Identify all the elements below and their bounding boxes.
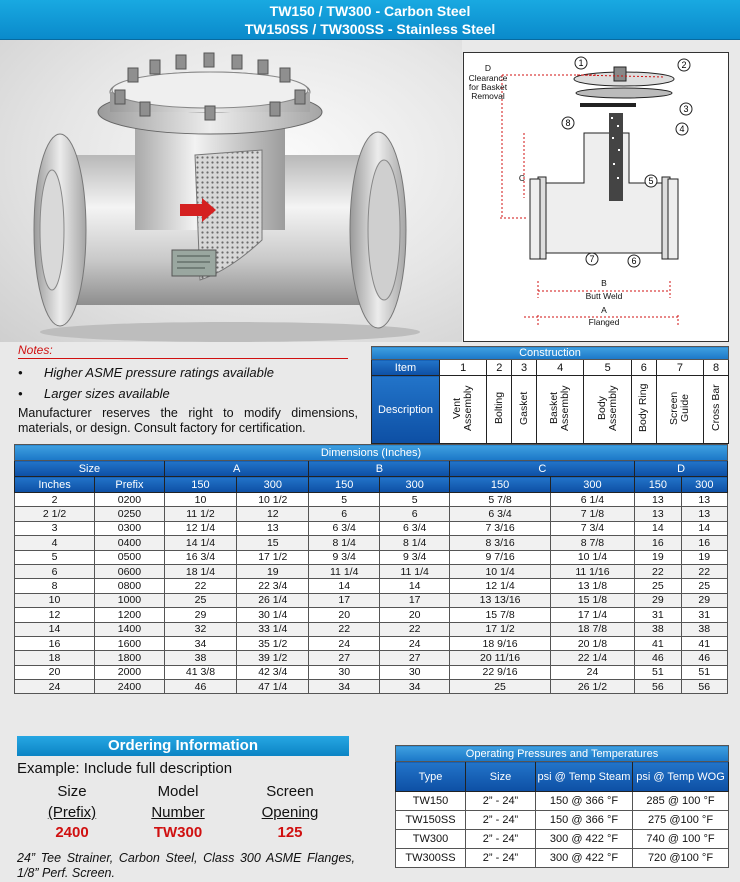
component-name: Body Ring	[637, 383, 650, 433]
table-cell: 740 @ 100 °F	[633, 830, 729, 849]
table-cell: 20	[379, 608, 449, 622]
construction-table	[371, 346, 729, 444]
table-cell: 7 3/16	[450, 521, 550, 535]
col-header: 150	[309, 477, 379, 493]
table-cell: 8	[15, 579, 95, 593]
item-number: 3	[512, 360, 537, 376]
group-header: C	[450, 461, 635, 477]
ordering-example: Example: Include full description	[17, 760, 233, 777]
notes-title: Notes:	[18, 343, 348, 359]
table-cell: 5	[309, 493, 379, 507]
header-title-line1: TW150 / TW300 - Carbon Steel	[269, 3, 471, 19]
dim-d-letter: D	[484, 63, 492, 73]
component-name: Cross Bar	[709, 384, 722, 432]
table-cell: 51	[681, 665, 727, 679]
table-cell: 32	[164, 622, 236, 636]
table-cell: 285 @ 100 °F	[633, 792, 729, 811]
table-cell: 12	[15, 608, 95, 622]
disclaimer-text: Manufacturer reserves the right to modify dimensions, materials, or design. Consult factory for certification.	[18, 406, 358, 435]
table-cell: 20 1/8	[550, 636, 634, 650]
table-cell: 12 1/4	[450, 579, 550, 593]
table-cell: 16	[635, 536, 681, 550]
group-header: A	[164, 461, 309, 477]
svg-text:2: 2	[681, 60, 687, 70]
table-cell: TW150	[396, 792, 466, 811]
table-cell: 150 @ 366 °F	[536, 811, 633, 830]
table-cell: 31	[635, 608, 681, 622]
dim-b-desc: Butt Weld	[585, 291, 623, 301]
header-banner	[0, 0, 740, 40]
table-row	[15, 622, 728, 636]
table-cell: 27	[309, 651, 379, 665]
table-cell: 300 @ 422 °F	[536, 849, 633, 868]
table-cell: 8 1/4	[379, 536, 449, 550]
item-number: 7	[656, 360, 703, 376]
table-cell: 14 1/4	[164, 536, 236, 550]
table-cell: 1600	[95, 636, 165, 650]
table-row	[15, 651, 728, 665]
table-cell: 2	[15, 493, 95, 507]
cross-section-drawing	[464, 53, 730, 343]
table-row	[15, 521, 728, 535]
dimensions-table	[14, 444, 728, 694]
svg-text:7: 7	[589, 254, 595, 264]
column-line2: (Prefix)	[47, 804, 97, 821]
table-cell: 13	[635, 507, 681, 521]
table-cell: 26 1/4	[237, 593, 309, 607]
dim-d-desc1: Clearance	[468, 73, 508, 83]
table-cell: 275 @100 °F	[633, 811, 729, 830]
col-header: 300	[550, 477, 634, 493]
table-cell: 2000	[95, 665, 165, 679]
col-header: 300	[379, 477, 449, 493]
table-row	[396, 792, 729, 811]
table-cell: 16	[681, 536, 727, 550]
table-row	[396, 811, 729, 830]
table-cell: 24	[309, 636, 379, 650]
table-cell: 17 1/2	[237, 550, 309, 564]
table-cell: 1000	[95, 593, 165, 607]
col-header: Prefix	[95, 477, 165, 493]
svg-text:4: 4	[679, 124, 685, 134]
table-cell: 26 1/2	[550, 680, 634, 694]
table-cell: 1800	[95, 651, 165, 665]
table-cell: 8 1/4	[309, 536, 379, 550]
table-cell: 20	[309, 608, 379, 622]
group-header: D	[635, 461, 728, 477]
table-cell: 22	[309, 622, 379, 636]
table-cell: 11 1/4	[379, 564, 449, 578]
table-cell: 1200	[95, 608, 165, 622]
table-cell: 25	[164, 593, 236, 607]
note-item	[18, 386, 358, 401]
col-header: Type	[396, 762, 466, 792]
table-cell: 34	[164, 636, 236, 650]
svg-text:1: 1	[578, 58, 584, 68]
table-cell: 6 3/4	[450, 507, 550, 521]
dim-a-letter: A	[601, 305, 607, 315]
dimensions-title: Dimensions (Inches)	[15, 445, 728, 461]
table-cell: 7 3/4	[550, 521, 634, 535]
table-row	[15, 493, 728, 507]
table-cell: 33 1/4	[237, 622, 309, 636]
table-row	[15, 507, 728, 521]
table-cell: 31	[681, 608, 727, 622]
description-label: Description	[372, 376, 440, 444]
table-cell: 30	[379, 665, 449, 679]
table-cell: 8 3/16	[450, 536, 550, 550]
table-cell: 0500	[95, 550, 165, 564]
component-name: Body Assembly	[595, 385, 619, 431]
column-value: 125	[277, 824, 303, 841]
table-cell: 24	[15, 680, 95, 694]
table-row	[15, 636, 728, 650]
product-photo	[0, 40, 462, 342]
table-cell: 41	[681, 636, 727, 650]
table-cell: 1400	[95, 622, 165, 636]
dim-b-letter: B	[601, 278, 607, 288]
table-cell: 13	[681, 493, 727, 507]
table-cell: 20 11/16	[450, 651, 550, 665]
table-row	[15, 550, 728, 564]
table-cell: 10	[15, 593, 95, 607]
table-cell: 12 1/4	[164, 521, 236, 535]
table-cell: 5 7/8	[450, 493, 550, 507]
column-value: TW300	[153, 824, 203, 841]
table-cell: 29	[635, 593, 681, 607]
table-cell: 15 7/8	[450, 608, 550, 622]
table-cell: 27	[379, 651, 449, 665]
col-header: Size	[466, 762, 536, 792]
nameplate-icon	[172, 250, 216, 276]
component-name: Bolting	[492, 391, 505, 425]
dim-a-desc: Flanged	[588, 317, 620, 327]
dim-c-letter: C	[518, 173, 526, 183]
table-cell: 17 1/4	[550, 608, 634, 622]
table-cell: 15 1/8	[550, 593, 634, 607]
dim-d-desc2: for Basket	[468, 82, 508, 92]
table-cell: 18	[15, 651, 95, 665]
table-cell: 19	[237, 564, 309, 578]
component-name: Basket Assembly	[548, 385, 572, 431]
table-cell: 19	[635, 550, 681, 564]
table-cell: 46	[635, 651, 681, 665]
svg-text:8: 8	[565, 118, 571, 128]
table-cell: 10 1/4	[550, 550, 634, 564]
table-cell: 22	[635, 564, 681, 578]
bullet: •	[18, 365, 23, 380]
table-cell: 35 1/2	[237, 636, 309, 650]
note-text: Larger sizes available	[44, 386, 170, 401]
table-cell: 6 3/4	[309, 521, 379, 535]
table-cell: 47 1/4	[237, 680, 309, 694]
table-row	[15, 564, 728, 578]
note-text: Higher ASME pressure ratings available	[44, 365, 275, 380]
column-line2: Opening	[261, 804, 319, 821]
column-line2: Number	[151, 804, 205, 821]
table-cell: 0400	[95, 536, 165, 550]
table-cell: 34	[309, 680, 379, 694]
table-cell: 39 1/2	[237, 651, 309, 665]
table-cell: 22	[681, 564, 727, 578]
table-cell: 2 1/2	[15, 507, 95, 521]
table-row	[15, 579, 728, 593]
table-row	[396, 830, 729, 849]
table-cell: 30 1/4	[237, 608, 309, 622]
svg-text:5: 5	[648, 176, 654, 186]
col-header: Inches	[15, 477, 95, 493]
table-cell: 0200	[95, 493, 165, 507]
table-cell: 38	[635, 622, 681, 636]
column-line1: Screen	[266, 783, 314, 800]
dim-d-desc3: Removal	[471, 91, 505, 101]
table-cell: 46	[164, 680, 236, 694]
table-cell: 17	[379, 593, 449, 607]
table-cell: 11 1/4	[309, 564, 379, 578]
table-cell: 41 3/8	[164, 665, 236, 679]
table-cell: 13	[237, 521, 309, 535]
svg-text:6: 6	[631, 256, 637, 266]
table-cell: 10 1/4	[450, 564, 550, 578]
table-cell: 14	[15, 622, 95, 636]
table-cell: 6	[379, 507, 449, 521]
table-cell: 42 3/4	[237, 665, 309, 679]
table-row	[15, 680, 728, 694]
table-cell: 3	[15, 521, 95, 535]
col-header: 150	[635, 477, 681, 493]
table-cell: 9 3/4	[309, 550, 379, 564]
table-cell: 22	[379, 622, 449, 636]
col-header: 300	[237, 477, 309, 493]
table-cell: 12	[237, 507, 309, 521]
table-cell: 2” - 24”	[466, 792, 536, 811]
table-cell: 2” - 24”	[466, 811, 536, 830]
table-cell: 6	[15, 564, 95, 578]
column-line1: Size	[57, 783, 87, 800]
pressures-table	[395, 745, 729, 868]
item-number: 4	[537, 360, 584, 376]
pressures-title: Operating Pressures and Temperatures	[396, 746, 729, 762]
table-cell: 18 7/8	[550, 622, 634, 636]
construction-title: Construction	[372, 347, 729, 360]
table-cell: 18 1/4	[164, 564, 236, 578]
group-header: B	[309, 461, 450, 477]
col-header: 300	[681, 477, 727, 493]
table-cell: 15	[237, 536, 309, 550]
table-cell: TW300	[396, 830, 466, 849]
col-header: psi @ Temp Steam	[536, 762, 633, 792]
table-cell: 16 3/4	[164, 550, 236, 564]
bullet: •	[18, 386, 23, 401]
item-label: Item	[372, 360, 440, 376]
ordering-description: 24” Tee Strainer, Carbon Steel, Class 300 ASME Flanges, 1/8” Perf. Screen.	[17, 851, 355, 880]
table-cell: 25	[681, 579, 727, 593]
component-name: Gasket	[517, 391, 530, 425]
table-cell: 16	[15, 636, 95, 650]
table-cell: 6 1/4	[550, 493, 634, 507]
table-cell: 30	[309, 665, 379, 679]
table-cell: 46	[681, 651, 727, 665]
item-number: 6	[631, 360, 656, 376]
table-cell: 5	[15, 550, 95, 564]
table-cell: 0250	[95, 507, 165, 521]
table-cell: 38	[681, 622, 727, 636]
item-number: 2	[487, 360, 512, 376]
table-row	[15, 536, 728, 550]
table-cell: 19	[681, 550, 727, 564]
col-header: psi @ Temp WOG	[633, 762, 729, 792]
table-cell: 13	[635, 493, 681, 507]
ordering-column	[235, 783, 345, 841]
table-cell: 0300	[95, 521, 165, 535]
header-title-line2: TW150SS / TW300SS - Stainless Steel	[244, 21, 496, 37]
component-name: Vent Assembly	[451, 385, 475, 431]
table-cell: 8 7/8	[550, 536, 634, 550]
table-cell: 10 1/2	[237, 493, 309, 507]
table-cell: 22 1/4	[550, 651, 634, 665]
table-cell: 9 3/4	[379, 550, 449, 564]
table-cell: 2” - 24”	[466, 849, 536, 868]
table-cell: 0600	[95, 564, 165, 578]
table-cell: 11 1/16	[550, 564, 634, 578]
table-cell: 22 3/4	[237, 579, 309, 593]
table-cell: 6 3/4	[379, 521, 449, 535]
table-cell: 14	[379, 579, 449, 593]
table-cell: 25	[635, 579, 681, 593]
col-header: 150	[164, 477, 236, 493]
table-cell: TW150SS	[396, 811, 466, 830]
table-cell: 13 13/16	[450, 593, 550, 607]
table-cell: 41	[635, 636, 681, 650]
table-cell: 13	[681, 507, 727, 521]
table-cell: 14	[635, 521, 681, 535]
item-number: 5	[584, 360, 631, 376]
table-cell: 22	[164, 579, 236, 593]
table-cell: 56	[681, 680, 727, 694]
column-value: 2400	[55, 824, 89, 841]
table-cell: 150 @ 366 °F	[536, 792, 633, 811]
table-cell: 25	[450, 680, 550, 694]
table-row	[15, 665, 728, 679]
table-cell: 300 @ 422 °F	[536, 830, 633, 849]
table-cell: 7 1/8	[550, 507, 634, 521]
item-number: 8	[704, 360, 729, 376]
column-line1: Model	[157, 783, 199, 800]
note-item	[18, 365, 358, 380]
table-row	[15, 593, 728, 607]
table-row	[396, 849, 729, 868]
item-number: 1	[440, 360, 487, 376]
table-cell: 18 9/16	[450, 636, 550, 650]
col-header: 150	[450, 477, 550, 493]
table-cell: 2” - 24”	[466, 830, 536, 849]
table-cell: 5	[379, 493, 449, 507]
ordering-column	[17, 783, 127, 841]
table-cell: 29	[164, 608, 236, 622]
table-cell: 9 7/16	[450, 550, 550, 564]
table-cell: 56	[635, 680, 681, 694]
svg-text:3: 3	[683, 104, 689, 114]
strainer-diagram	[463, 52, 729, 342]
table-cell: 29	[681, 593, 727, 607]
table-cell: 24	[550, 665, 634, 679]
table-cell: 17 1/2	[450, 622, 550, 636]
table-cell: TW300SS	[396, 849, 466, 868]
ordering-title: Ordering Information	[17, 736, 349, 756]
table-cell: 10	[164, 493, 236, 507]
table-cell: 17	[309, 593, 379, 607]
table-cell: 24	[379, 636, 449, 650]
table-cell: 6	[309, 507, 379, 521]
table-cell: 51	[635, 665, 681, 679]
table-cell: 20	[15, 665, 95, 679]
table-cell: 0800	[95, 579, 165, 593]
notes-section	[18, 343, 358, 401]
table-cell: 34	[379, 680, 449, 694]
table-cell: 22 9/16	[450, 665, 550, 679]
table-cell: 720 @100 °F	[633, 849, 729, 868]
table-cell: 38	[164, 651, 236, 665]
ordering-column	[123, 783, 233, 841]
table-cell: 2400	[95, 680, 165, 694]
table-cell: 14	[681, 521, 727, 535]
tee-strainer-illustration	[0, 40, 462, 342]
table-cell: 13 1/8	[550, 579, 634, 593]
component-name: Screen Guide	[667, 391, 691, 425]
group-header: Size	[15, 461, 165, 477]
table-cell: 4	[15, 536, 95, 550]
table-cell: 11 1/2	[164, 507, 236, 521]
table-row	[15, 608, 728, 622]
table-cell: 14	[309, 579, 379, 593]
